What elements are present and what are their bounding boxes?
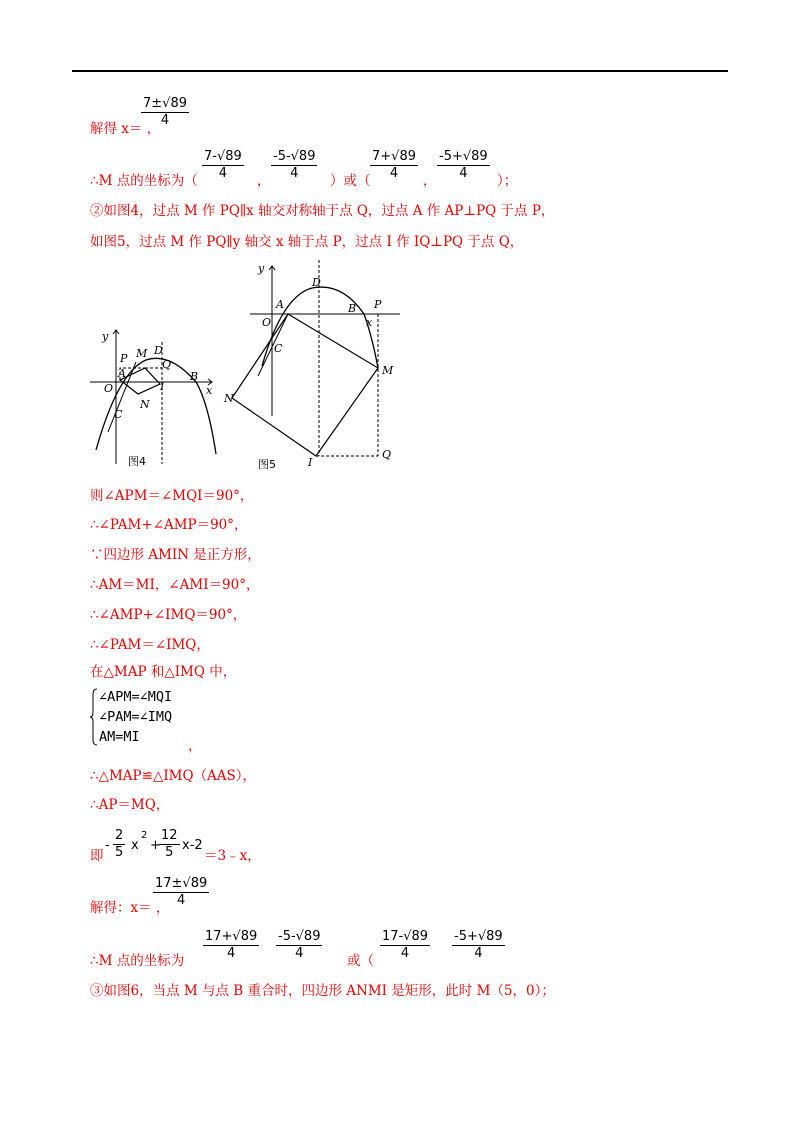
proof-line-7: 在△MAP 和△IMQ 中， — [90, 664, 237, 680]
fig4-m-label: M — [136, 347, 148, 360]
fraction-denominator: 4 — [290, 166, 299, 181]
fraction-m1-y — [271, 149, 317, 182]
fraction-numerator: 7+√89 — [372, 149, 416, 164]
fraction-numerator: -5-√89 — [273, 149, 316, 164]
case-2-fig5: 如图5，过点 M 作 PQ∥y 轴交 x 轴于点 P，过点 I 作 IQ⊥PQ 于点 Q， — [90, 234, 524, 250]
fraction-numerator: 17+√89 — [205, 929, 258, 944]
fraction-denominator: 4 — [389, 166, 399, 181]
proof-line-1: 则∠APM＝∠MQI＝90°， — [90, 488, 254, 504]
eq-plus: + — [150, 838, 161, 853]
header-rule — [72, 70, 728, 72]
fraction-solution-2 — [153, 876, 209, 909]
proof-line-8: ∴△MAP≌△IMQ（AAS）， — [90, 768, 257, 784]
fraction-m4-y — [452, 929, 505, 962]
fraction-denominator: 4 — [218, 166, 228, 181]
eq-fraction-b — [159, 828, 180, 861]
fig5-y-label: y — [258, 262, 265, 275]
proof-line-6: ∴∠PAM＝∠IMQ， — [90, 637, 210, 653]
system-comma: ， — [188, 738, 202, 754]
fig4-x-label: x — [206, 384, 213, 397]
fig4-o-label: O — [104, 382, 114, 395]
fig5-q-label: Q — [382, 448, 392, 461]
fig4-b-label: B — [190, 370, 199, 383]
fraction-denominator: 4 — [400, 946, 410, 961]
congruence-system — [90, 687, 172, 747]
system-eq-2: ∠PAM=∠IMQ — [99, 709, 173, 725]
fraction-denominator: 5 — [165, 845, 174, 860]
figure-5 — [222, 256, 412, 470]
equation-suffix: ＝3﹣x， — [204, 848, 261, 864]
equation-prefix: 即 — [90, 848, 104, 864]
comma: ， — [423, 173, 437, 189]
proof-line-4: ∴AM＝MI，∠AMI＝90°， — [90, 577, 260, 593]
fig4-i-label: I — [160, 380, 165, 393]
comma: ， — [257, 173, 271, 189]
fig4-d-label: D — [154, 344, 163, 357]
or-text: ）或（ — [330, 173, 371, 189]
fig5-caption: 图5 — [258, 458, 276, 470]
fig4-q-label: Q — [162, 358, 172, 371]
fig4-caption: 图4 — [128, 455, 146, 468]
fraction-m1-x — [202, 149, 244, 182]
case-2-fig4: ②如图4，过点 M 作 PQ∥x 轴交对称轴于点 Q，过点 A 作 AP⊥PQ 于点 P， — [90, 203, 555, 219]
fraction-numerator: 2 — [115, 828, 124, 843]
fraction-m2-x — [370, 149, 418, 182]
eq-x-minus-2: x-2 — [182, 838, 203, 853]
fig4-n-label: N — [140, 398, 150, 411]
or-text-2: 或（ — [347, 953, 374, 969]
fraction-m3-y — [276, 929, 322, 962]
fraction-denominator: 4 — [459, 166, 468, 181]
fig5-m-label: M — [382, 364, 394, 377]
fig5-n-label: N — [224, 392, 234, 405]
system-eq-3: AM=MI — [99, 729, 140, 745]
figure-4 — [88, 322, 228, 470]
coord-prefix-1: ∴M 点的坐标为（ — [90, 173, 198, 189]
eq-fraction-a — [113, 828, 125, 861]
fig5-b-label: B — [348, 302, 357, 315]
fraction-denominator: 4 — [160, 113, 170, 128]
fraction-denominator: 4 — [176, 893, 186, 908]
fig5-i-label: I — [308, 456, 313, 469]
solve-line-2: 解得：x＝ ， — [90, 900, 170, 916]
fraction-numerator: 17-√89 — [382, 929, 429, 944]
solve-line-1: 解得 x＝ ， — [90, 121, 161, 137]
coord-suffix: ）； — [497, 173, 518, 189]
fraction-numerator: 7-√89 — [204, 149, 242, 164]
fig5-p-label: P — [374, 298, 382, 311]
proof-line-9: ∴AP＝MQ， — [90, 797, 170, 813]
fig5-a-label: A — [276, 298, 284, 311]
fig5-x-label: x — [366, 316, 373, 329]
proof-line-5: ∴∠AMP+∠IMQ＝90°， — [90, 607, 247, 623]
fig5-d-label: D — [312, 276, 321, 289]
fig5-o-label: O — [262, 316, 272, 329]
fig4-y-label: y — [102, 330, 109, 343]
fig4-p-label: P — [120, 352, 128, 365]
fraction-numerator: 17±√89 — [155, 876, 208, 891]
fraction-solution-1 — [141, 96, 189, 129]
fig5-c-label: C — [274, 342, 283, 355]
fraction-denominator: 4 — [226, 946, 236, 961]
system-eq-1: ∠APM=∠MQI — [99, 689, 173, 705]
eq-exponent: 2 — [141, 830, 148, 841]
case-3: ③如图6，当点 M 与点 B 重合时，四边形 ANMI 是矩形，此时 M（5，0）； — [90, 983, 555, 999]
proof-line-3: ∵四边形 AMIN 是正方形， — [90, 547, 261, 563]
fig4-c-label: C — [114, 408, 123, 421]
fraction-m4-x — [380, 929, 430, 962]
fraction-numerator: 12 — [161, 828, 178, 843]
fraction-denominator: 4 — [474, 946, 483, 961]
eq-x: x — [131, 838, 139, 853]
proof-line-2: ∴∠PAM+∠AMP＝90°， — [90, 517, 248, 533]
coord-prefix-2: ∴M 点的坐标为 — [90, 953, 185, 969]
fraction-numerator: -5+√89 — [454, 929, 503, 944]
fraction-m2-y — [437, 149, 490, 182]
fraction-numerator: 7±√89 — [143, 96, 187, 111]
fraction-numerator: -5+√89 — [439, 149, 488, 164]
fraction-denominator: 4 — [295, 946, 304, 961]
fraction-denominator: 5 — [115, 845, 124, 860]
fraction-numerator: -5-√89 — [278, 929, 321, 944]
fig4-a-label: A — [118, 367, 126, 380]
fraction-m3-x — [203, 929, 259, 962]
eq-minus: - — [105, 838, 110, 853]
